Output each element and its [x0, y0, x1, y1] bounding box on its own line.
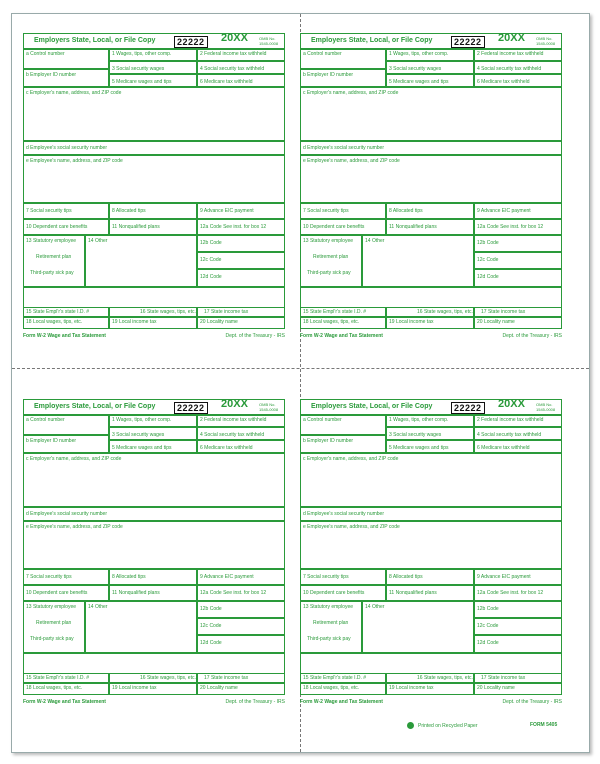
box-a[interactable]: a Control number	[300, 49, 386, 69]
footer-dept: Dept. of the Treasury - IRS	[225, 333, 285, 339]
box-12d[interactable]: 12d Code	[474, 269, 562, 287]
box-4[interactable]: 4 Social security tax withheld	[474, 61, 562, 74]
box-e[interactable]: e Employee's name, address, and ZIP code	[300, 521, 562, 569]
box-6[interactable]: 6 Medicare tax withheld	[197, 440, 285, 453]
box-12a[interactable]: 12a Code See inst. for box 12	[474, 585, 562, 601]
box-12a[interactable]: 12a Code See inst. for box 12	[474, 219, 562, 235]
form-header	[300, 33, 562, 49]
box-9[interactable]: 9 Advance EIC payment	[197, 203, 285, 219]
box-18[interactable]: 18 Local wages, tips, etc.	[23, 683, 109, 695]
box-b[interactable]: b Employer ID number	[23, 69, 109, 87]
box-5[interactable]: 5 Medicare wages and tips	[386, 74, 474, 87]
box-13[interactable]: 13 Statutory employee Retirement plan Third-party sick pay	[23, 235, 85, 287]
box-3[interactable]: 3 Social security wages	[109, 61, 197, 74]
box-8[interactable]: 8 Allocated tips	[386, 569, 474, 585]
box-20[interactable]: 20 Locality name	[474, 317, 562, 329]
box-12b[interactable]: 12b Code	[474, 235, 562, 252]
box-13[interactable]: 13 Statutory employee Retirement plan Third-party sick pay	[300, 601, 362, 653]
box-5[interactable]: 5 Medicare wages and tips	[109, 440, 197, 453]
footer-form-title: Form W-2 Wage and Tax Statement	[23, 699, 106, 705]
box-18[interactable]: 18 Local wages, tips, etc.	[23, 317, 109, 329]
box-a[interactable]: a Control number	[300, 415, 386, 435]
box-1[interactable]: 1 Wages, tips, other comp.	[109, 415, 197, 427]
box-c[interactable]: c Employer's name, address, and ZIP code	[23, 453, 285, 507]
box-8[interactable]: 8 Allocated tips	[109, 203, 197, 219]
box-12d[interactable]: 12d Code	[197, 635, 285, 653]
box-11[interactable]: 11 Nonqualified plans	[109, 219, 197, 235]
box-a[interactable]: a Control number	[23, 49, 109, 69]
box-1[interactable]: 1 Wages, tips, other comp.	[386, 49, 474, 61]
form-number: FORM 5405	[530, 722, 558, 728]
box-14[interactable]: 14 Other	[362, 601, 474, 653]
box-e[interactable]: e Employee's name, address, and ZIP code	[23, 155, 285, 203]
retirement-plan-label: Retirement plan	[36, 254, 72, 260]
box-1[interactable]: 1 Wages, tips, other comp.	[386, 415, 474, 427]
box-5[interactable]: 5 Medicare wages and tips	[109, 74, 197, 87]
box-2[interactable]: 2 Federal income tax withheld	[474, 415, 562, 427]
box-12c[interactable]: 12c Code	[197, 252, 285, 269]
box-10[interactable]: 10 Dependent care benefits	[300, 219, 386, 235]
box-13[interactable]: 13 Statutory employee Retirement plan Third-party sick pay	[23, 601, 85, 653]
box-15[interactable]: 15 State Empl'r's state I.D. #	[300, 307, 386, 317]
recycled-paper-note	[407, 722, 477, 729]
omb-number: OMB No. 1545-0008	[536, 36, 556, 46]
box-4[interactable]: 4 Social security tax withheld	[474, 427, 562, 440]
third-party-sick-label: Third-party sick pay	[30, 270, 74, 276]
box-9[interactable]: 9 Advance EIC payment	[474, 569, 562, 585]
box-10[interactable]: 10 Dependent care benefits	[300, 585, 386, 601]
third-party-sick-label: Third-party sick pay	[307, 270, 351, 276]
box-19[interactable]: 19 Local income tax	[386, 683, 474, 695]
box-4[interactable]: 4 Social security tax withheld	[197, 61, 285, 74]
box-12c[interactable]: 12c Code	[474, 618, 562, 635]
box-11[interactable]: 11 Nonqualified plans	[386, 219, 474, 235]
footer-dept: Dept. of the Treasury - IRS	[502, 333, 562, 339]
box-15[interactable]: 15 State Empl'r's state I.D. #	[23, 307, 109, 317]
recycle-icon	[407, 722, 414, 729]
form-code: 22222	[451, 402, 485, 414]
box-3[interactable]: 3 Social security wages	[109, 427, 197, 440]
box-19[interactable]: 19 Local income tax	[109, 317, 197, 329]
box-20[interactable]: 20 Locality name	[197, 317, 285, 329]
box-17[interactable]: 17 State income tax	[474, 307, 562, 317]
omb-number: OMB No. 1545-0008	[259, 36, 279, 46]
form-header	[300, 399, 562, 415]
box-16[interactable]: 16 State wages, tips, etc.	[386, 307, 474, 317]
box-15[interactable]: 15 State Empl'r's state I.D. #	[300, 673, 386, 683]
form-header	[23, 399, 285, 415]
form-code: 22222	[451, 36, 485, 48]
form-year: 20XX	[498, 32, 525, 44]
form-year: 20XX	[221, 398, 248, 410]
box-16[interactable]: 16 State wages, tips, etc.	[386, 673, 474, 683]
box-7[interactable]: 7 Social security tips	[300, 203, 386, 219]
recycled-text: Printed on Recycled Paper	[418, 722, 478, 729]
box-10[interactable]: 10 Dependent care benefits	[23, 585, 109, 601]
form-title: Employers State, Local, or File Copy	[34, 403, 156, 410]
box-18[interactable]: 18 Local wages, tips, etc.	[300, 683, 386, 695]
box-11[interactable]: 11 Nonqualified plans	[109, 585, 197, 601]
box-9[interactable]: 9 Advance EIC payment	[474, 203, 562, 219]
box-7[interactable]: 7 Social security tips	[23, 569, 109, 585]
box-a[interactable]: a Control number	[23, 415, 109, 435]
omb-number: OMB No. 1545-0008	[536, 402, 556, 412]
form-code: 22222	[174, 402, 208, 414]
retirement-plan-label: Retirement plan	[313, 254, 349, 260]
box-20[interactable]: 20 Locality name	[474, 683, 562, 695]
box-3[interactable]: 3 Social security wages	[386, 427, 474, 440]
box-5[interactable]: 5 Medicare wages and tips	[386, 440, 474, 453]
box-9[interactable]: 9 Advance EIC payment	[197, 569, 285, 585]
box-7[interactable]: 7 Social security tips	[300, 569, 386, 585]
box-17[interactable]: 17 State income tax	[197, 673, 285, 683]
box-6[interactable]: 6 Medicare tax withheld	[197, 74, 285, 87]
box-10[interactable]: 10 Dependent care benefits	[23, 219, 109, 235]
footer-form-title: Form W-2 Wage and Tax Statement	[300, 333, 383, 339]
box-11[interactable]: 11 Nonqualified plans	[386, 585, 474, 601]
box-c[interactable]: c Employer's name, address, and ZIP code	[300, 453, 562, 507]
box-13[interactable]: 13 Statutory employee Retirement plan Third-party sick pay	[300, 235, 362, 287]
box-19[interactable]: 19 Local income tax	[386, 317, 474, 329]
box-12c[interactable]: 12c Code	[474, 252, 562, 269]
form-title: Employers State, Local, or File Copy	[311, 37, 433, 44]
box-19[interactable]: 19 Local income tax	[109, 683, 197, 695]
box-12a[interactable]: 12a Code See inst. for box 12	[197, 219, 285, 235]
box-c[interactable]: c Employer's name, address, and ZIP code	[23, 87, 285, 141]
box-b[interactable]: b Employer ID number	[23, 435, 109, 453]
form-header	[23, 33, 285, 49]
omb-number: OMB No. 1545-0008	[259, 402, 279, 412]
box-8[interactable]: 8 Allocated tips	[109, 569, 197, 585]
box-7[interactable]: 7 Social security tips	[23, 203, 109, 219]
box-b[interactable]: b Employer ID number	[300, 435, 386, 453]
form-year: 20XX	[221, 32, 248, 44]
box-18[interactable]: 18 Local wages, tips, etc.	[300, 317, 386, 329]
box-20[interactable]: 20 Locality name	[197, 683, 285, 695]
box-e[interactable]: e Employee's name, address, and ZIP code	[23, 521, 285, 569]
footer-dept: Dept. of the Treasury - IRS	[225, 699, 285, 705]
box-12d[interactable]: 12d Code	[197, 269, 285, 287]
box-12b[interactable]: 12b Code	[474, 601, 562, 618]
form-code: 22222	[174, 36, 208, 48]
footer-form-title: Form W-2 Wage and Tax Statement	[300, 699, 383, 705]
third-party-sick-label: Third-party sick pay	[307, 636, 351, 642]
third-party-sick-label: Third-party sick pay	[30, 636, 74, 642]
box-17[interactable]: 17 State income tax	[474, 673, 562, 683]
form-title: Employers State, Local, or File Copy	[311, 403, 433, 410]
box-2[interactable]: 2 Federal income tax withheld	[197, 49, 285, 61]
box-3[interactable]: 3 Social security wages	[386, 61, 474, 74]
box-d[interactable]: d Employee's social security number	[23, 507, 285, 521]
box-15[interactable]: 15 State Empl'r's state I.D. #	[23, 673, 109, 683]
box-8[interactable]: 8 Allocated tips	[386, 203, 474, 219]
box-6[interactable]: 6 Medicare tax withheld	[474, 74, 562, 87]
box-14[interactable]: 14 Other	[362, 235, 474, 287]
box-d[interactable]: d Employee's social security number	[300, 141, 562, 155]
w2-form	[23, 33, 285, 369]
box-b[interactable]: b Employer ID number	[300, 69, 386, 87]
box-14[interactable]: 14 Other	[85, 601, 197, 653]
box-d[interactable]: d Employee's social security number	[23, 141, 285, 155]
box-d[interactable]: d Employee's social security number	[300, 507, 562, 521]
box-14[interactable]: 14 Other	[85, 235, 197, 287]
box-2[interactable]: 2 Federal income tax withheld	[474, 49, 562, 61]
w2-form	[300, 399, 562, 735]
box-4[interactable]: 4 Social security tax withheld	[197, 427, 285, 440]
box-12a[interactable]: 12a Code See inst. for box 12	[197, 585, 285, 601]
w2-form	[23, 399, 285, 735]
retirement-plan-label: Retirement plan	[313, 620, 349, 626]
box-16[interactable]: 16 State wages, tips, etc.	[109, 673, 197, 683]
box-2[interactable]: 2 Federal income tax withheld	[197, 415, 285, 427]
w2-form	[300, 33, 562, 369]
retirement-plan-label: Retirement plan	[36, 620, 72, 626]
box-12b[interactable]: 12b Code	[197, 601, 285, 618]
box-17[interactable]: 17 State income tax	[197, 307, 285, 317]
box-6[interactable]: 6 Medicare tax withheld	[474, 440, 562, 453]
box-12c[interactable]: 12c Code	[197, 618, 285, 635]
box-12b[interactable]: 12b Code	[197, 235, 285, 252]
box-c[interactable]: c Employer's name, address, and ZIP code	[300, 87, 562, 141]
box-e[interactable]: e Employee's name, address, and ZIP code	[300, 155, 562, 203]
box-12d[interactable]: 12d Code	[474, 635, 562, 653]
form-title: Employers State, Local, or File Copy	[34, 37, 156, 44]
box-1[interactable]: 1 Wages, tips, other comp.	[109, 49, 197, 61]
form-year: 20XX	[498, 398, 525, 410]
box-16[interactable]: 16 State wages, tips, etc.	[109, 307, 197, 317]
footer-form-title: Form W-2 Wage and Tax Statement	[23, 333, 106, 339]
footer-dept: Dept. of the Treasury - IRS	[502, 699, 562, 705]
